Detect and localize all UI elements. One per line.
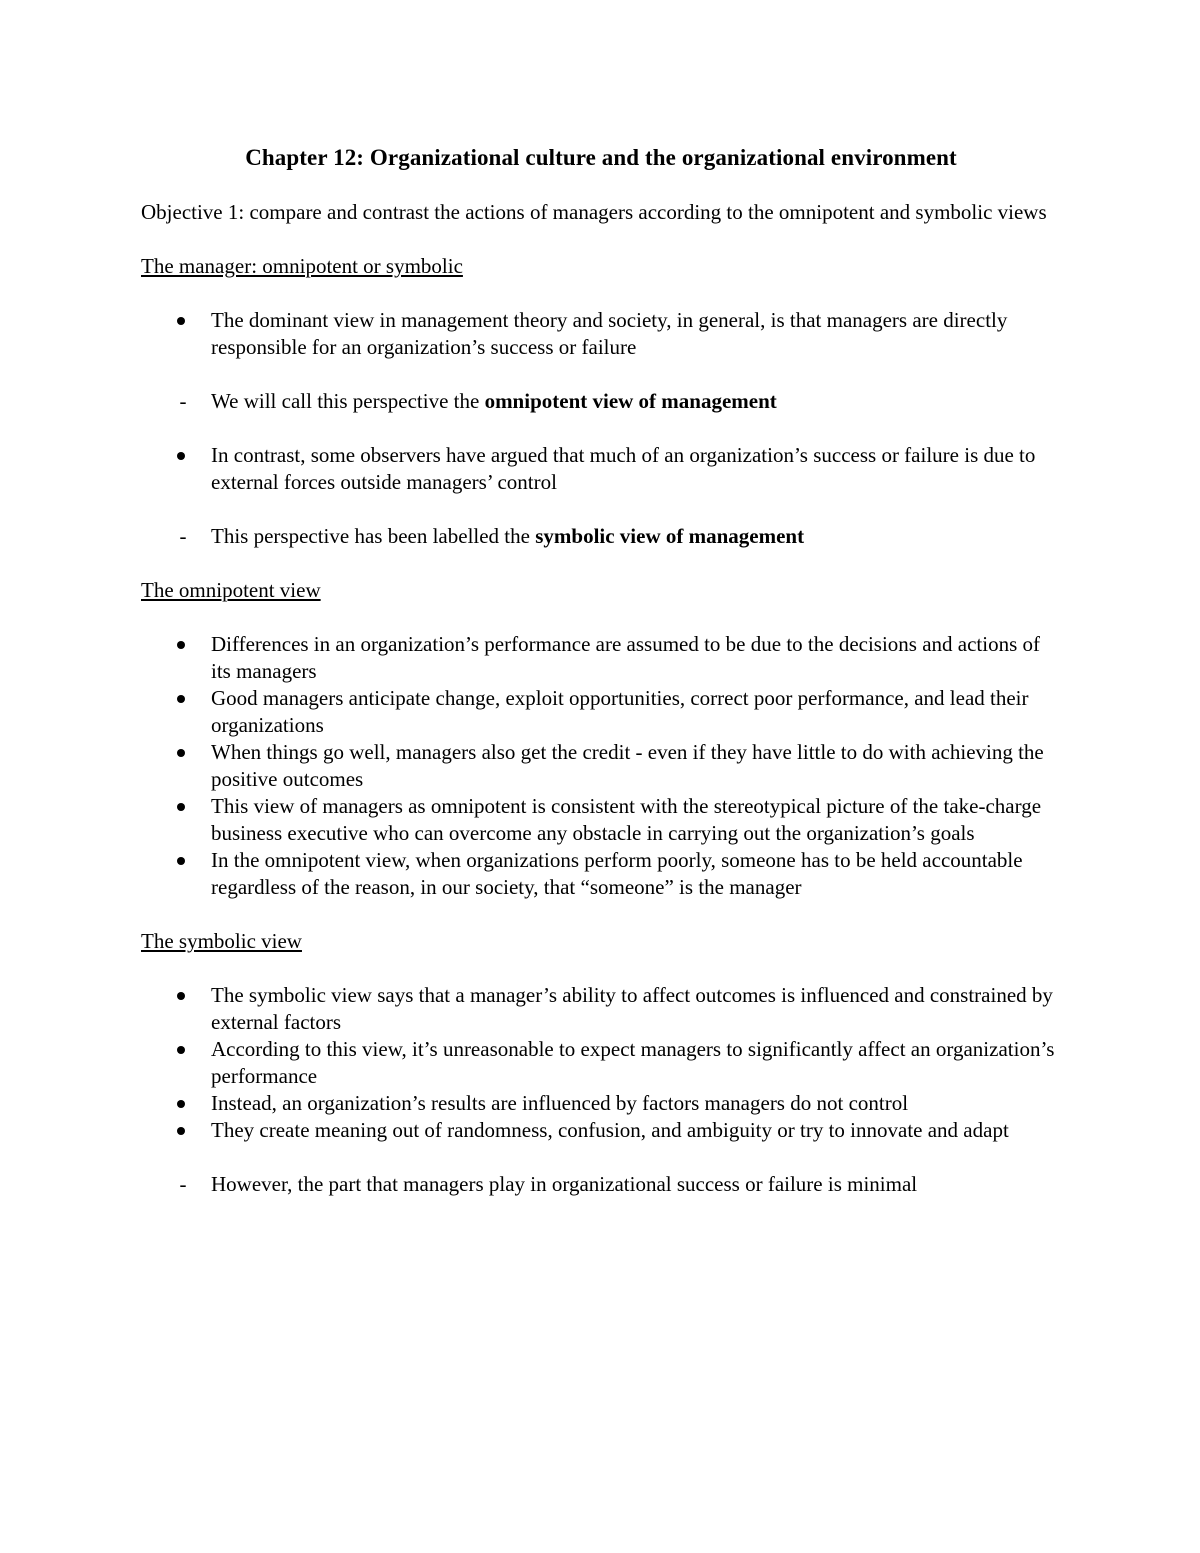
list-item-text: In the omnipotent view, when organizations perform poorly, someone has to be held accountable regardless of the reason, in our society, that “someone” is the manager [211,848,1023,899]
page-title: Chapter 12: Organizational culture and the organizational environment [245,145,957,170]
list-item-text: They create meaning out of randomness, confusion, and ambiguity or try to innovate and adapt [211,1118,1009,1142]
list-item [141,442,1061,496]
list-item [141,982,1061,1036]
document-page [141,143,1061,1198]
list-item-text: We will call this perspective the [211,389,485,413]
list-item [141,388,1061,415]
list-item-text: When things go well, managers also get the credit - even if they have little to do with achieving the positive outcomes [211,740,1044,791]
term-symbolic-view: symbolic view of management [535,524,805,548]
list-item-text: This view of managers as omnipotent is consistent with the stereotypical picture of the take-charge business executive who can overcome any obstacle in carrying out the organization’s goals [211,794,1042,845]
list-item [141,523,1061,550]
list-item [141,1171,1061,1198]
list-item-text: However, the part that managers play in organizational success or failure is minimal [211,1172,918,1196]
list-item [141,1090,1061,1117]
dash-marker: - [179,389,187,413]
dash-marker: - [179,1172,187,1196]
section-heading-omnipotent: The omnipotent view [141,578,321,602]
list-item-text: The dominant view in management theory and society, in general, is that managers are directly responsible for an organization’s success or failure [211,308,1008,359]
list-item [141,1036,1061,1090]
list-item [141,739,1061,793]
list-item-text: According to this view, it’s unreasonable to expect managers to significantly affect an organization’s performance [211,1037,1055,1088]
list-item-text: Instead, an organization’s results are influenced by factors managers do not control [211,1091,909,1115]
objective-text: Objective 1: compare and contrast the actions of managers according to the omnipotent and symbolic views [141,200,1047,224]
list-item-text: Differences in an organization’s performance are assumed to be due to the decisions and actions of its managers [211,632,1041,683]
dash-marker: - [179,524,187,548]
list-item [141,1117,1061,1144]
list-item [141,307,1061,361]
list-item [141,847,1061,901]
list-item [141,631,1061,685]
list-item [141,685,1061,739]
list-item-text: Good managers anticipate change, exploit opportunities, correct poor performance, and lead their organizations [211,686,1029,737]
list-item-text: This perspective has been labelled the [211,524,536,548]
list-item [141,793,1061,847]
section-heading-symbolic: The symbolic view [141,929,302,953]
list-item-text: In contrast, some observers have argued that much of an organization’s success or failure is due to external forces outside managers’ control [211,443,1036,494]
section-heading-manager: The manager: omnipotent or symbolic [141,254,463,278]
list-item-text: The symbolic view says that a manager’s ability to affect outcomes is influenced and constrained by external factors [211,983,1053,1034]
term-omnipotent-view: omnipotent view of management [484,389,777,413]
